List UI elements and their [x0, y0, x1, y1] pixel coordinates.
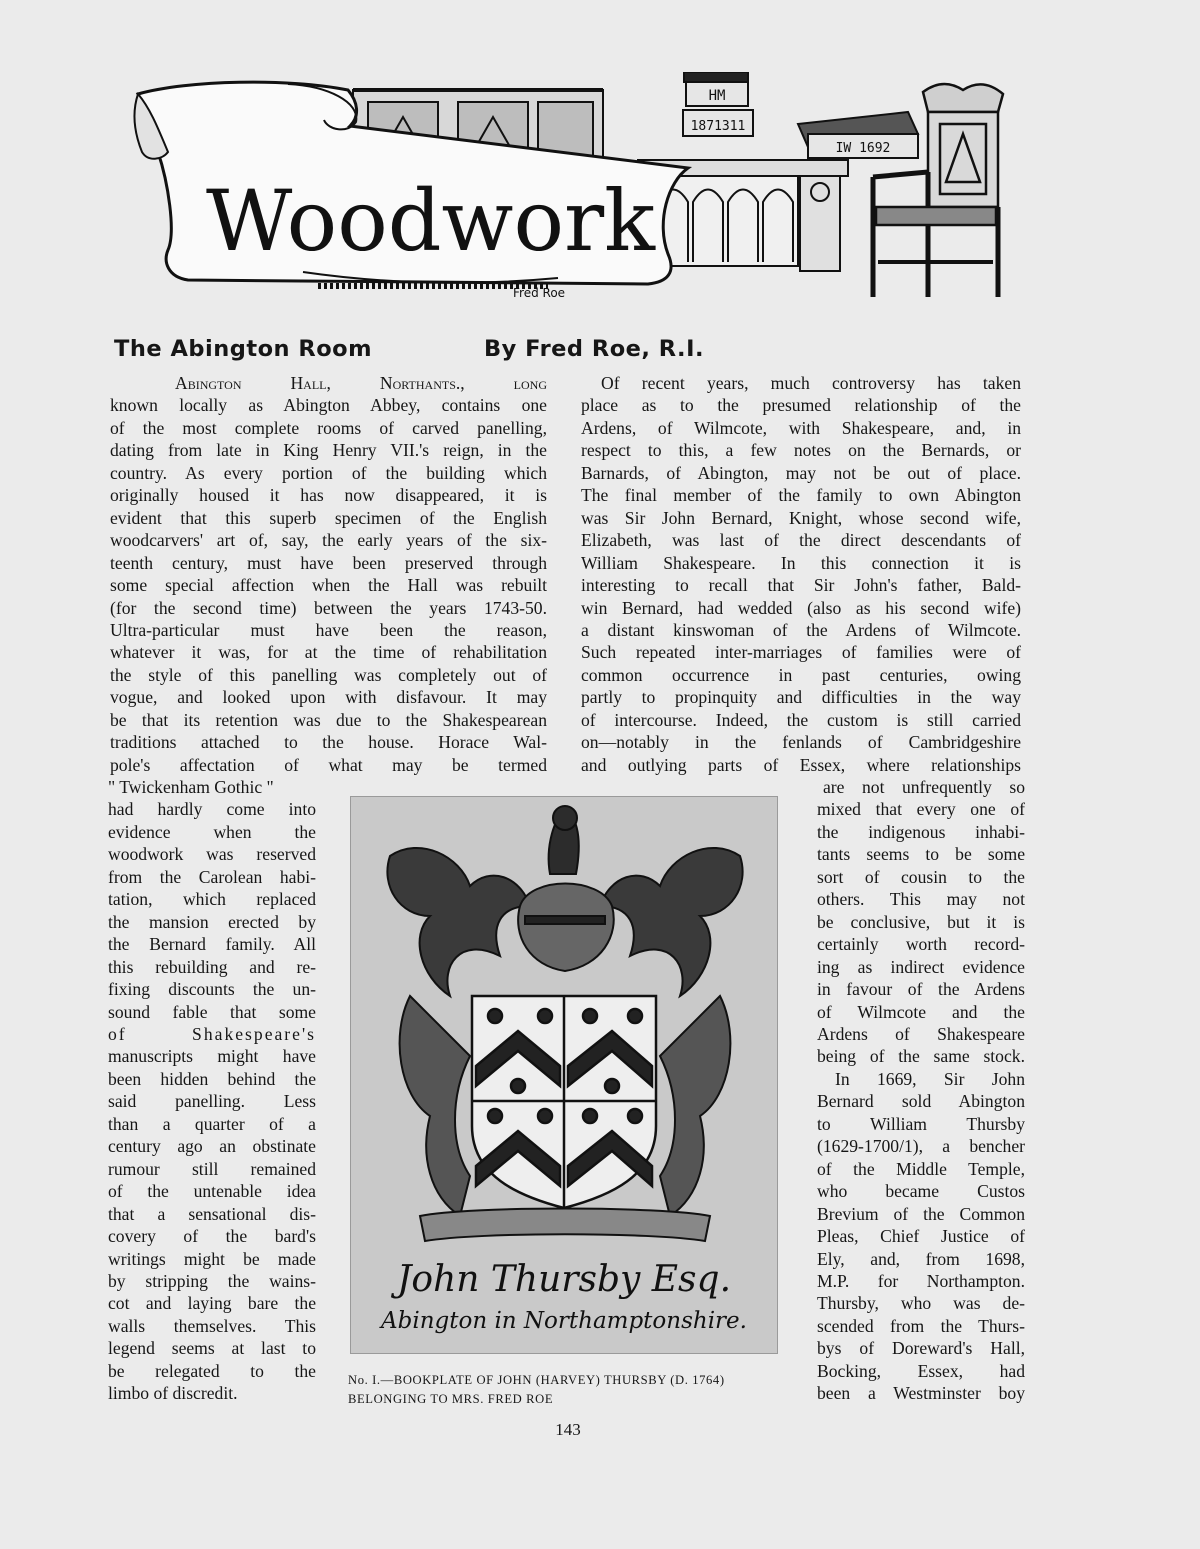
text-line: that a sensational dis-: [108, 1203, 316, 1224]
text-line: the mansion erected by: [108, 911, 316, 932]
text-line: some special affection when the Hall was rebuilt: [110, 575, 547, 596]
text-line: interesting to recall that Sir John's father, Bald-: [581, 575, 1021, 596]
text-line: Ely, and, from 1698,: [817, 1248, 1025, 1269]
text-line: mixed that every one of: [817, 799, 1025, 820]
text-line: covery of the bard's: [108, 1226, 316, 1247]
page-number: 143: [555, 1420, 581, 1439]
text-line: Elizabeth, was last of the direct descendants of: [581, 530, 1021, 551]
text-line: (1629-1700/1), a bencher: [817, 1136, 1025, 1157]
text-line: being of the same stock.: [817, 1046, 1025, 1067]
text-line: certainly worth record-: [817, 934, 1025, 955]
banner-title: Woodwork: [206, 172, 656, 270]
article-title: The Abington Room: [114, 336, 373, 362]
text-line: are not unfrequently so: [823, 777, 1025, 797]
text-line: limbo of discredit.: [108, 1383, 238, 1404]
text-line: of the Middle Temple,: [817, 1158, 1025, 1179]
text-line: woodcarvers' art of, say, the early years of the six-: [110, 530, 547, 551]
text-line: of Wilmcote and the: [817, 1001, 1025, 1022]
text-line: said panelling. Less: [108, 1091, 316, 1112]
text-line: Abington Hall, Northants., long: [175, 373, 547, 393]
caption-line: BELONGING TO MRS. FRED ROE: [348, 1392, 554, 1406]
book-label-1: HM: [708, 88, 726, 104]
text-line: of Shakespeare's: [108, 1023, 316, 1044]
text-line: evidence when the: [108, 821, 316, 842]
text-line: Pleas, Chief Justice of: [817, 1226, 1025, 1247]
text-line: ing as indirect evidence: [817, 956, 1025, 977]
book-label-2: 1871311: [690, 119, 746, 134]
text-line: fixing discounts the un-: [108, 979, 316, 1000]
text-line: century ago an obstinate: [108, 1136, 316, 1157]
text-line: whatever it was, for at the time of rehabilitation: [110, 642, 547, 663]
text-line: place as to the presumed relationship of the: [581, 395, 1021, 416]
text-line: than a quarter of a: [108, 1113, 316, 1134]
text-line: who became Custos: [817, 1181, 1025, 1202]
text-line: the style of this panelling was completely out of: [110, 664, 547, 685]
text-line: scended from the Thurs-: [817, 1315, 1025, 1336]
text-line: Ardens, of Wilmcote, with Shakespeare, and, in: [581, 417, 1021, 438]
text-line: Bocking, Essex, had: [817, 1360, 1025, 1381]
text-line: from the Carolean habi-: [108, 866, 316, 887]
text-line: In 1669, Sir John: [835, 1068, 1025, 1089]
text-line: M.P. for Northampton.: [817, 1270, 1025, 1291]
text-line: bys of Doreward's Hall,: [817, 1338, 1025, 1359]
text-line: manuscripts might have: [108, 1046, 316, 1067]
text-line: " Twickenham Gothic ": [108, 777, 274, 797]
text-line: legend seems at last to: [108, 1338, 316, 1359]
text-line: Thursby, who was de-: [817, 1293, 1025, 1314]
text-line: sort of cousin to the: [817, 866, 1025, 887]
text-line: been hidden behind the: [108, 1068, 316, 1089]
text-line: to William Thursby: [817, 1113, 1025, 1134]
box-label: IW 1692: [835, 141, 891, 156]
text-line: evident that this superb specimen of the English: [110, 507, 547, 528]
text-line: cot and laying bare the: [108, 1293, 316, 1314]
text-line: of the most complete rooms of carved panelling,: [110, 417, 547, 438]
text-line: and outlying parts of Essex, where relationships: [581, 754, 1021, 775]
dated-box: [798, 112, 918, 158]
artist-signature: Fred Roe: [513, 286, 566, 300]
text-line: Such repeated inter-marriages of families were of: [581, 642, 1021, 663]
text-line: country. As every portion of the building which: [110, 462, 547, 483]
text-line: had hardly come into: [108, 799, 316, 820]
left-column-text: [110, 372, 547, 776]
text-line: writings might be made: [108, 1248, 316, 1269]
text-line: on—notably in the fenlands of Cambridgeshire: [581, 732, 1021, 753]
text-line: be that its retention was due to the Shakespearean: [110, 709, 547, 730]
text-line: partly to propinquity and difficulties in the way: [581, 687, 1021, 708]
text-line: Of recent years, much controversy has taken: [601, 373, 1021, 393]
text-line: was Sir John Bernard, Knight, whose second wife,: [581, 507, 1021, 528]
text-line: of intercourse. Indeed, the custom is still carried: [581, 709, 1021, 730]
text-line: been a Westminster boy: [817, 1383, 1025, 1404]
figure-caption: [348, 1371, 788, 1409]
text-line: this rebuilding and re-: [108, 956, 316, 977]
text-line: dating from late in King Henry VII.'s reign, in the: [110, 440, 547, 461]
text-line: William Shakespeare. In this connection it is: [581, 552, 1021, 573]
text-line: known locally as Abington Abbey, contains one: [110, 395, 547, 416]
text-line: rumour still remained: [108, 1158, 316, 1179]
text-line: The final member of the family to own Abington: [581, 485, 1021, 506]
text-line: common occurrence in past centuries, owing: [581, 664, 1021, 685]
right-column-text: [581, 372, 1021, 776]
text-line: Brevium of the Common: [817, 1203, 1025, 1224]
text-line: woodwork was reserved: [108, 844, 316, 865]
text-line: be relegated to the: [108, 1360, 316, 1381]
text-line: others. This may not: [817, 889, 1025, 910]
right-narrow-column-text: [817, 776, 1025, 1405]
coat-of-arms-shield: [472, 996, 656, 1208]
text-line: Bernard sold Abington: [817, 1091, 1025, 1112]
text-line: (for the second time) between the years 1743-50.: [110, 597, 547, 618]
text-line: by stripping the wains-: [108, 1270, 316, 1291]
text-line: Barnards, of Abington, may not be out of place.: [581, 462, 1021, 483]
text-line: pole's affectation of what may be termed: [110, 754, 547, 775]
text-line: respect to this, a few notes on the Bernards, or: [581, 440, 1021, 461]
text-line: sound fable that some: [108, 1001, 316, 1022]
text-line: originally housed it has now disappeared, it is: [110, 485, 547, 506]
text-line: Ultra-particular must have been the reason,: [110, 619, 547, 640]
text-line: Ardens of Shakespeare: [817, 1023, 1025, 1044]
bookplate-owner-name: John Thursby Esq.: [396, 1259, 732, 1300]
woodwork-banner-illustration: [128, 72, 1028, 312]
text-line: win Bernard, had wedded (also as his second wife): [581, 597, 1021, 618]
text-line: the Bernard family. All: [108, 934, 316, 955]
article-byline: By Fred Roe, R.I.: [484, 336, 705, 362]
text-line: the indigenous inhabi-: [817, 821, 1025, 842]
text-line: a distant kinswoman of the Ardens of Wilmcote.: [581, 619, 1021, 640]
books-stack: [683, 72, 753, 136]
caption-line: No. I.—BOOKPLATE OF JOHN (HARVEY) THURSBY (D. 1764): [348, 1373, 725, 1387]
bookplate-illustration: [350, 796, 778, 1354]
text-line: vogue, and looked upon with disfavour. It may: [110, 687, 547, 708]
text-line: traditions attached to the house. Horace Wal-: [110, 732, 547, 753]
left-narrow-column-text: [108, 776, 316, 1405]
text-line: be conclusive, but it is: [817, 911, 1025, 932]
bookplate-owner-place: Abington in Northamptonshire.: [381, 1308, 747, 1334]
text-line: tation, which replaced: [108, 889, 316, 910]
text-line: teenth century, must have been preserved through: [110, 552, 547, 573]
text-line: walls themselves. This: [108, 1315, 316, 1336]
text-line: in favour of the Ardens: [817, 979, 1025, 1000]
text-line: tants seems to be some: [817, 844, 1025, 865]
text-line: of the untenable idea: [108, 1181, 316, 1202]
